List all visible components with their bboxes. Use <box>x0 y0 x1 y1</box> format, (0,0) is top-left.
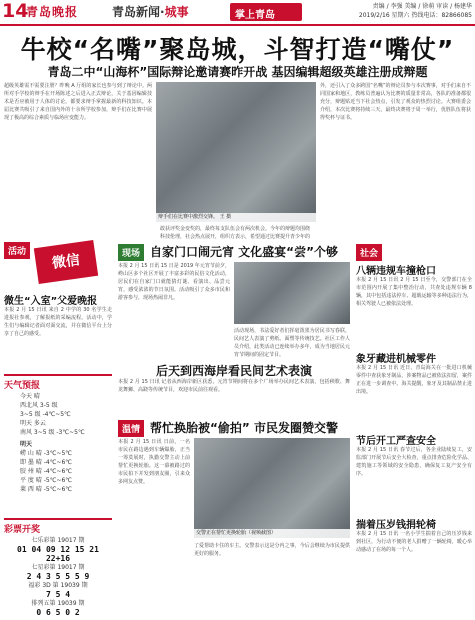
weather-line: 今天 晴 <box>20 393 40 400</box>
page-number: 14 <box>2 0 29 22</box>
main-body-right: 外，还引入了众多跨国“名嘴”的辩论员参与本次赛事，对手们来自不同国家和地区，教练员普遍认为比赛的质量非常高，各队的准备都很充分，辩题贴近当下社会热点，引发了观众的热烈讨论。大赛组委会介绍，本次比赛将持续三天，最终决赛将于周一举行，优胜队伍将获得奖杯与证书。 <box>320 83 471 121</box>
editor-line-1: 责编 / 李强 美编 / 徐萌 审读 / 杨建华 <box>372 3 472 10</box>
lottery-numbers: 0 6 5 0 2 <box>36 608 80 617</box>
lottery-list <box>4 536 112 617</box>
r3-body: 本报 2 月 15 日讯 春节过后，各企业陆续复工，安监部门开展节后安全大检查，重点排查危险化学品、建筑施工等领域的安全隐患，确保复工复产安全有序。 <box>356 447 472 477</box>
logo-badge: 掌上青岛 <box>230 3 302 21</box>
weather-list <box>20 392 110 494</box>
main-photo-caption: 辩手们在比赛中激烈交锋。 王 摄 <box>156 213 316 222</box>
main-body-mid: 敢获评奖金变奖的，最终每支队伍会有两次机会。今年的辩题均围绕科技伦理，社会热点展开，组织方表示，希望通过比赛提升青少年的 <box>160 226 310 240</box>
weather-line: 西北风 3-5 级 <box>20 402 58 409</box>
lottery-label: 七星彩第 19017 期 <box>31 564 85 571</box>
r1-title: 八辆违规车撞枪口 <box>356 266 436 277</box>
main-photo <box>156 82 316 222</box>
r1-body: 本报 2 月 15 日讯 2 月 15 日至今，交警部门在全市范围内开展了集中整治行动，共查处违规车辆 8 辆，其中包括违法停车、超载运输等多种违法行为，相关驾驶人已被依法处理。 <box>356 277 472 307</box>
wechat-title: 微生“入室”父爱晚报 <box>4 296 98 307</box>
main-subhead: 青岛二中“山海杯”国际辩论邀请赛昨开战 基因编辑超级英雄注册成辩题 <box>47 65 428 79</box>
weather-line: 明天 多云 <box>20 420 46 427</box>
lottery-label: 排列五第 19039 期 <box>31 600 85 607</box>
city-forecast: 莱 西 晴 -5℃~6℃ <box>20 486 73 493</box>
city-forecast: 胶 州 晴 -4℃~6℃ <box>20 468 73 475</box>
r4-body: 本报 2 月 15 日讯 一名小学生揣着自己的压岁钱来到社区，为行动不便的老人捐赠了一辆轮椅，暖心举动感动了在场的每一个人。 <box>356 531 472 553</box>
main-body-left: 超级英雄需不需要注册？昨晚 A 厅组的家长也参与到了辩论中。两所对手学校的辩手在开场陈述之后进入正式辩论，关于基因编辑技术是否应被用于人体的讨论，都要求辩手掌握最新的科技知识。本届比赛共吸引了来自国内外的十余所学校参加，辩手们在比赛中展现了极高的综合素质与临场应变能力。 <box>4 83 152 121</box>
lottery-numbers: 2 4 3 5 5 5 9 <box>26 572 90 581</box>
story1-photo <box>234 262 350 324</box>
lottery-label: 福彩 3D 第 19039 期 <box>28 582 88 589</box>
masthead <box>0 0 475 26</box>
r3-title: 节后开工严查安全 <box>356 436 436 447</box>
weather-title: 天气预报 <box>4 381 41 391</box>
lottery-title: 彩票开奖 <box>4 525 41 535</box>
section-title: 青岛新闻·城事 <box>112 5 189 19</box>
story1-body-2: 活动现场，书法爱好者们挥毫泼墨为居民书写春联，民间艺人表演了剪纸、面塑等传统技艺。社区工作人员介绍，此类活动已连续举办多年，成为当地居民元宵节期间的固定节目。 <box>234 328 350 357</box>
city-forecast: 崂 山 晴 -3℃~5℃ <box>20 450 73 457</box>
main-headline: 牛校“名嘴”聚岛城，斗智打造“嘴仗” <box>20 35 455 64</box>
section-name: 城事 <box>164 5 189 19</box>
story3-title: 帮忙换胎被“偷拍” 市民发圈赞交警 <box>150 421 338 435</box>
story2-title: 后天到西海岸看民间艺术表演 <box>155 364 312 378</box>
weather-rule <box>4 374 112 376</box>
r4-title: 揣着压岁钱捐轮椅 <box>356 520 436 531</box>
activity-tag: 活动 <box>4 242 30 259</box>
paper-name: 青岛晚报 <box>26 5 79 19</box>
editor-line-2: 2019/2/16 星期六 热线电话：82866085 <box>358 12 472 19</box>
story3-body-2: 了爱帮助卡住的车主。交警表示这是分内之事，今后会继续为市民提供更好的服务。 <box>194 543 350 557</box>
wechat-badge: 微信 <box>34 240 98 284</box>
r2-title: 象牙藏进机械零件 <box>356 354 436 365</box>
scene-tag: 现场 <box>118 244 144 261</box>
lottery-label: 七乐彩第 19017 期 <box>31 537 85 544</box>
story2-body: 本报 2 月 15 日讯 记者从西海岸新区获悉，元宵节期间将在多个广场举办民间艺术表演，包括秧歌、舞龙舞狮、高跷等传统节目，欢迎市民前往观看。 <box>118 379 350 393</box>
city-forecast: 平 度 晴 -5℃~6℃ <box>20 477 73 484</box>
editor-credits <box>312 2 472 20</box>
lottery-numbers: 01 04 09 12 15 21 22+16 <box>17 545 99 563</box>
story3-photo-caption: 交警正在帮忙更换轮胎（视频截图） <box>194 529 350 538</box>
warm-tag: 温情 <box>118 420 144 437</box>
lottery-rule <box>4 518 112 520</box>
story1-title: 自家门口闹元宵 文化盛宴“尝”个够 <box>150 245 338 259</box>
cities-title: 明天 <box>20 441 33 448</box>
section-prefix: 青岛新闻 <box>112 5 161 19</box>
story3-body: 本报 2 月 15 日讯 日前，一名市民在路边遇到车辆爆胎，正当一筹莫展时，执勤交警主动上前帮忙更换轮胎。这一幕被路过的市民拍下并发到朋友圈，引来众多网友点赞。 <box>118 439 190 485</box>
lottery-numbers: 7 5 4 <box>45 590 71 599</box>
social-tag: 社会 <box>356 244 382 261</box>
wechat-body: 本报 2 月 15 日讯 来自 2 中学的 30 名学生走进报社参观，了解报纸的采编流程。活动中，学生们与编辑记者面对面交流，并在微信平台上分享了自己的感受。 <box>4 307 112 337</box>
story1-body: 本报 2 月 15 日讯 15 日是 2019 年元宵节前夕，崂山区多个社区开展了丰富多彩的民俗文化活动，居民们在自家门口就能猜灯谜、看演出、品尝元宵，感受浓浓的节日氛围。活动吸引了众多市民和游客参与，现场热闹非凡。 <box>118 263 230 301</box>
city-forecast: 即 墨 晴 -4℃~6℃ <box>20 459 73 466</box>
r2-body: 本报 2 月 15 日讯 近日，青岛海关在一批进口机械零件中查获象牙制品，涉案物品已被依法扣留，案件正在进一步调查中。海关提醒，象牙及其制品禁止进出境。 <box>356 365 472 395</box>
story3-photo <box>194 438 350 538</box>
weather-line: 3~5 级 -4℃~5℃ <box>20 411 71 418</box>
weather-line: 南风 3~5 级 -3℃~5℃ <box>20 429 85 436</box>
